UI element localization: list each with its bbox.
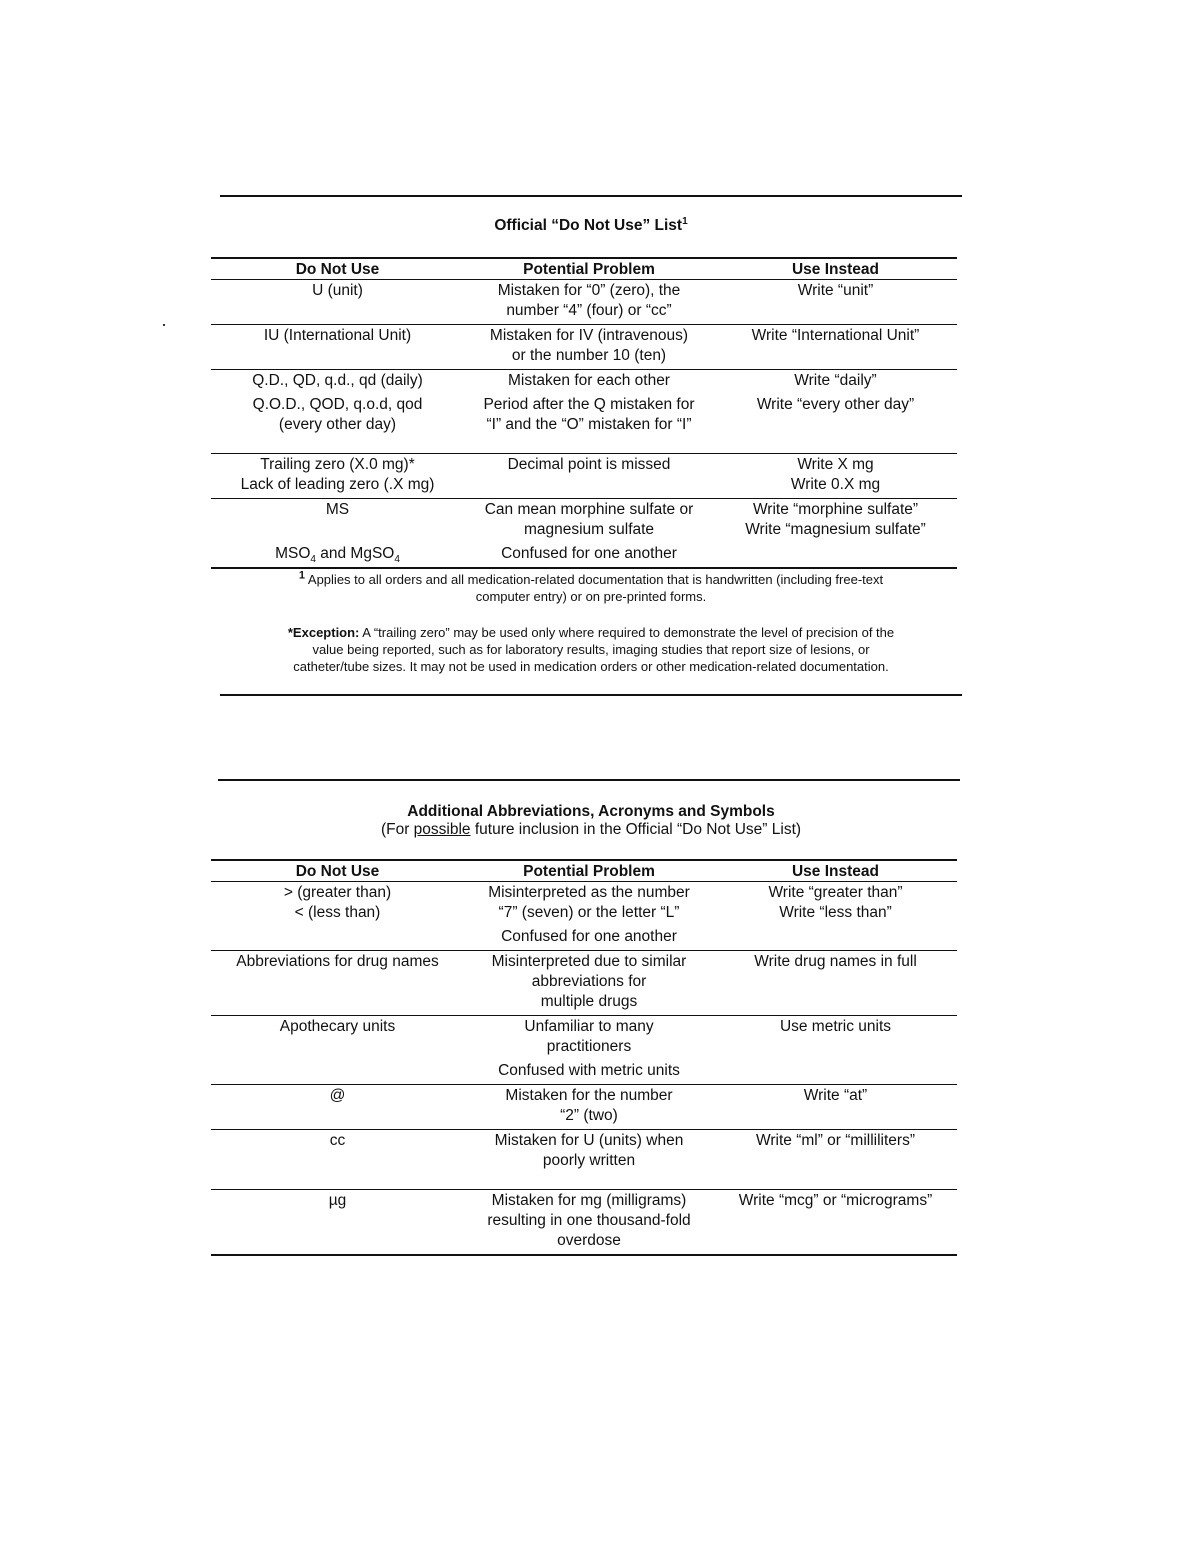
top-rule-1: [220, 195, 962, 197]
table1-title: Official “Do Not Use” List$^1$: [494, 215, 688, 234]
table-row: [211, 1130, 957, 1190]
do-not-use-cell: $MSO_4$ and MgSO$_4$: [211, 543, 464, 568]
col-header-do-not-use: Do Not Use: [211, 258, 464, 280]
table-row: [211, 280, 957, 325]
problem-cell: Unfamiliar to many practitioners Confused with metric units: [464, 1016, 714, 1085]
problem-cell: Mistaken for U (units) when poorly written: [464, 1130, 714, 1190]
do-not-use-cell: cc: [211, 1130, 464, 1190]
table-row: [211, 1016, 957, 1085]
do-not-use-cell: Apothecary units: [211, 1016, 464, 1085]
table-row: [211, 1190, 957, 1256]
do-not-use-cell: @: [211, 1085, 464, 1130]
table-row: [211, 882, 957, 951]
col-header-do-not-use: Do Not Use: [211, 860, 464, 882]
table-row: [211, 325, 957, 370]
use-instead-cell: Write X mg Write 0.X mg: [714, 454, 957, 499]
stray-dot: [163, 324, 165, 326]
problem-cell: Period after the Q mistaken for “I” and the “O” mistaken for “I”: [483, 396, 695, 433]
use-instead-cell: Write “ml” or “milliliters”: [714, 1130, 957, 1190]
problem-cell: Decimal point is missed: [464, 454, 714, 499]
use-instead-cell: [714, 543, 957, 568]
use-instead-cell: Write “at”: [714, 1085, 957, 1130]
use-instead-cell: Use metric units: [714, 1016, 957, 1085]
use-instead-cell: Write “daily”: [714, 370, 957, 395]
do-not-use-cell: > (greater than) < (less than): [283, 884, 392, 921]
top-rule-2: [218, 779, 960, 781]
problem-cell: Mistaken for mg (milligrams) resulting in one thousand-fold overdose: [464, 1190, 714, 1256]
col-header-potential-problem: Potential Problem: [464, 860, 714, 882]
bottom-rule-1: [220, 694, 962, 696]
do-not-use-cell: Q.O.D., QOD, q.o.d, qod (every other day): [252, 396, 423, 433]
table-header-row: [211, 860, 957, 882]
do-not-use-cell: Trailing zero (X.0 mg)* Lack of leading zero (.X mg): [211, 454, 464, 499]
problem-cell: Mistaken for each other: [464, 370, 714, 395]
problem-cell: Misinterpreted due to similar abbreviations for multiple drugs: [464, 951, 714, 1016]
table-row: [211, 454, 957, 499]
table2-subtitle: (For possible future inclusion in the Official “Do Not Use” List): [380, 821, 802, 838]
table-row: [211, 394, 957, 454]
footnote-1: $^1$ Applies to all orders and all medication-related documentation that is handwritten (including free-text computer entry) or on pre-printed forms.: [298, 569, 884, 604]
do-not-use-cell: U (unit): [312, 282, 363, 299]
col-header-use-instead: Use Instead: [714, 258, 957, 280]
table-row: [211, 499, 957, 544]
table-row: [211, 951, 957, 1016]
do-not-use-cell: IU (International Unit): [211, 325, 464, 370]
problem-cell: Confused for one another: [464, 543, 714, 568]
table-header-row: [211, 258, 957, 280]
col-header-potential-problem: Potential Problem: [464, 258, 714, 280]
use-instead-cell: Write “International Unit”: [714, 325, 957, 370]
table-row: [211, 370, 957, 395]
do-not-use-cell: µg: [211, 1190, 464, 1256]
do-not-use-cell: Q.D., QD, q.d., qd (daily): [211, 370, 464, 395]
col-header-use-instead: Use Instead: [714, 860, 957, 882]
do-not-use-cell: Abbreviations for drug names: [211, 951, 464, 1016]
use-instead-cell: Write drug names in full: [714, 951, 957, 1016]
problem-cell: Can mean morphine sulfate or magnesium sulfate: [464, 499, 714, 544]
do-not-use-cell: MS: [211, 499, 464, 544]
problem-cell: Mistaken for the number “2” (two): [464, 1085, 714, 1130]
problem-cell: Misinterpreted as the number “7” (seven) or the letter “L” Confused for one another: [488, 884, 690, 945]
use-instead-cell: Write “unit”: [797, 282, 874, 299]
use-instead-cell: Write “greater than” Write “less than”: [768, 884, 903, 921]
table2-title: Additional Abbreviations, Acronyms and Symbols: [407, 803, 775, 820]
use-instead-cell: Write “morphine sulfate” Write “magnesium sulfate”: [714, 499, 957, 544]
title-footnote-mark: 1: [682, 215, 688, 227]
additional-abbreviations-table: [211, 859, 957, 1256]
exception-note: *Exception: A “trailing zero” may be used only where required to demonstrate the level of precision of the value being reported, such as for laboratory results, imaging studies that report size of lesions, or catheter/tube sizes. It may not be used in medication orders or other medication-related documentation.: [287, 625, 895, 674]
problem-cell: Mistaken for IV (intravenous) or the number 10 (ten): [464, 325, 714, 370]
table-row: [211, 543, 957, 568]
problem-cell: Mistaken for “0” (zero), the number “4” (four) or “cc”: [497, 282, 681, 319]
use-instead-cell: Write “mcg” or “micrograms”: [714, 1190, 957, 1256]
do-not-use-table: [211, 257, 957, 569]
table-row: [211, 1085, 957, 1130]
use-instead-cell: Write “every other day”: [756, 396, 915, 413]
